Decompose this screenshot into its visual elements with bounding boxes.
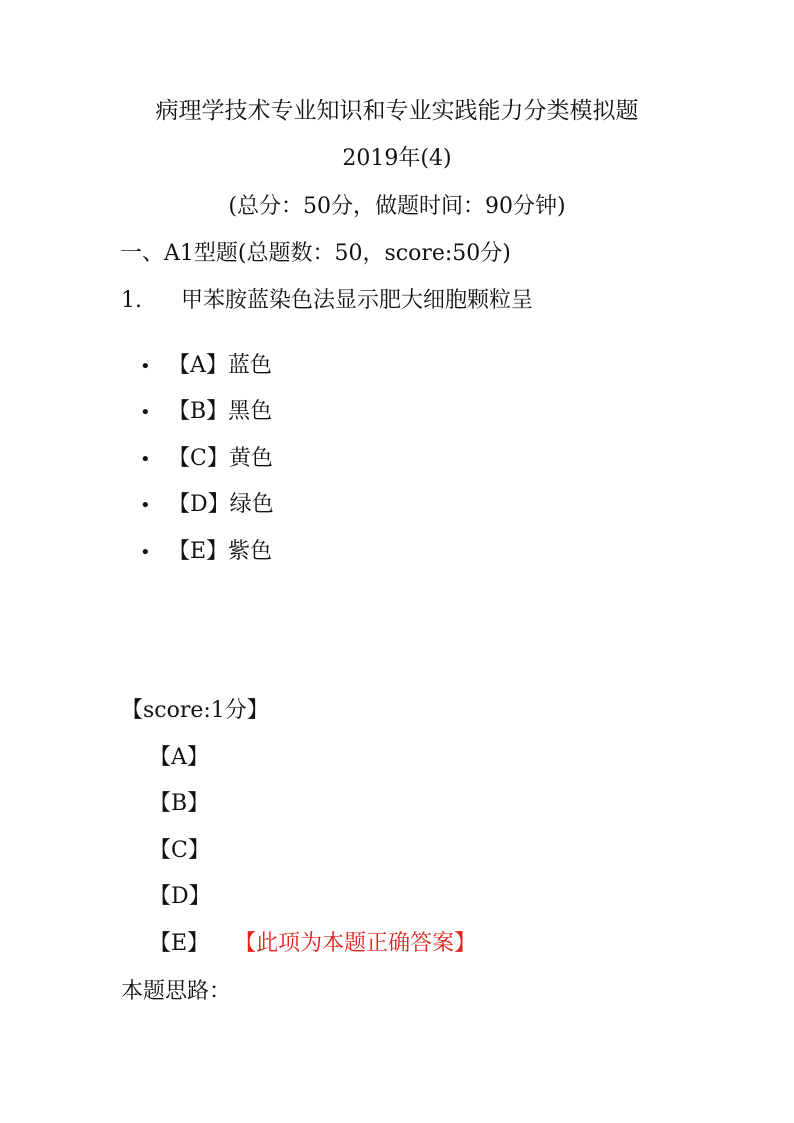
section-heading: 一、A1型题(总题数：50，score:50分) (120, 241, 511, 266)
bullet-icon: • (140, 542, 151, 563)
score-label: 【score:1分】 (121, 698, 269, 723)
option-label: 【A】蓝色 (168, 353, 272, 378)
answer-key-e: 【E】 (149, 931, 210, 956)
document-title: 病理学技术专业知识和专业实践能力分类模拟题 (155, 98, 639, 124)
option-e (140, 541, 272, 563)
bullet-icon: • (140, 495, 151, 516)
exam-summary: (总分：50分，做题时间：90分钟) (228, 194, 566, 219)
question-text: 甲苯胺蓝染色法显示肥大细胞颗粒呈 (181, 288, 534, 313)
option-c (140, 448, 273, 470)
option-d (140, 494, 274, 516)
option-label: 【E】紫色 (168, 539, 273, 564)
option-b (140, 401, 272, 423)
answer-key-e-row (149, 933, 476, 955)
option-label: 【C】黄色 (168, 446, 273, 471)
option-label: 【B】黑色 (168, 399, 273, 424)
question-number: 1. (121, 288, 142, 313)
document-title-year: 2019年(4) (342, 146, 452, 171)
option-a (140, 355, 272, 377)
correct-answer-note: 【此项为本题正确答案】 (245, 931, 477, 956)
answer-key-b: 【B】 (149, 791, 210, 816)
answer-key-a: 【A】 (149, 745, 209, 770)
explanation-label: 本题思路： (121, 979, 232, 1004)
answer-key-d: 【D】 (149, 884, 211, 909)
bullet-icon: • (140, 449, 151, 470)
question-1 (121, 290, 533, 312)
bullet-icon: • (140, 356, 151, 377)
option-label: 【D】绿色 (168, 492, 274, 517)
answer-key-c: 【C】 (149, 838, 210, 863)
bullet-icon: • (140, 402, 151, 423)
